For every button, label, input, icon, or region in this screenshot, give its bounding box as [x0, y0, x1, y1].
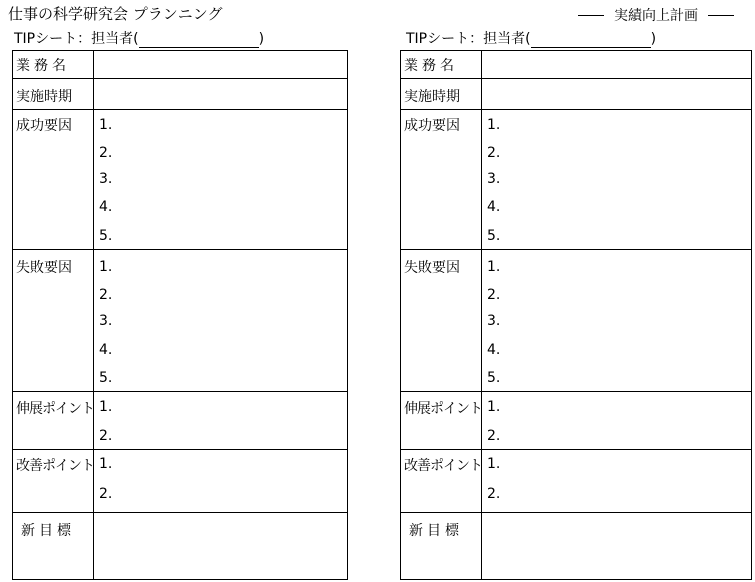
- list-item: 1.: [487, 399, 501, 415]
- list-item: 4.: [487, 199, 501, 215]
- row-divider: [401, 391, 751, 392]
- label-success-factors: 成功要因: [16, 118, 72, 134]
- row-divider: [13, 109, 347, 110]
- row-divider: [401, 249, 751, 250]
- list-item: 5.: [99, 228, 113, 244]
- list-item: 2.: [487, 486, 501, 502]
- dash-left: [578, 15, 604, 16]
- row-divider: [13, 449, 347, 450]
- label-failure-factors: 失敗要因: [404, 260, 460, 276]
- list-item: 3.: [487, 171, 501, 187]
- list-item: 1.: [99, 259, 113, 275]
- list-item: 2.: [99, 428, 113, 444]
- column-divider: [481, 51, 482, 579]
- label-new-goal: 新目標: [21, 523, 75, 539]
- page-subtitle: [578, 5, 734, 25]
- list-item: 2.: [487, 145, 501, 161]
- tip-close: ): [258, 31, 265, 47]
- list-item: 5.: [487, 370, 501, 386]
- row-divider: [13, 512, 347, 513]
- label-failure-factors: 失敗要因: [16, 260, 72, 276]
- dash-right: [708, 15, 734, 16]
- row-divider: [401, 449, 751, 450]
- label-period: 実施時期: [404, 89, 460, 105]
- list-item: 1.: [487, 456, 501, 472]
- list-item: 2.: [99, 145, 113, 161]
- label-business-name: 業務名: [404, 58, 458, 74]
- list-item: 5.: [99, 370, 113, 386]
- row-divider: [13, 249, 347, 250]
- row-divider: [401, 512, 751, 513]
- list-item: 2.: [99, 486, 113, 502]
- list-item: 2.: [99, 287, 113, 303]
- list-item: 3.: [99, 171, 113, 187]
- label-improvement-points: 改善ポイント: [404, 458, 482, 474]
- list-item: 1.: [99, 456, 113, 472]
- tip-header-right: [406, 28, 656, 48]
- list-item: 5.: [487, 228, 501, 244]
- row-divider: [13, 391, 347, 392]
- assignee-field[interactable]: [139, 32, 259, 48]
- tip-close: ): [650, 31, 657, 47]
- label-improvement-points: 改善ポイント: [16, 458, 94, 474]
- row-divider: [401, 78, 751, 79]
- column-divider: [93, 51, 94, 579]
- list-item: 1.: [487, 259, 501, 275]
- label-growth-points: 伸展ポイント: [16, 401, 94, 417]
- assignee-field[interactable]: [531, 32, 651, 48]
- list-item: 4.: [487, 342, 501, 358]
- list-item: 1.: [487, 117, 501, 133]
- label-business-name: 業務名: [16, 58, 70, 74]
- list-item: 2.: [487, 287, 501, 303]
- list-item: 1.: [99, 117, 113, 133]
- list-item: 3.: [487, 313, 501, 329]
- tip-header-left: [14, 28, 264, 48]
- list-item: 1.: [99, 399, 113, 415]
- subtitle-text: 実績向上計画: [614, 8, 698, 24]
- tip-label: TIPシート：担当者(: [406, 31, 531, 47]
- tip-sheet-right: [400, 50, 752, 580]
- label-period: 実施時期: [16, 89, 72, 105]
- tip-label: TIPシート：担当者(: [14, 31, 139, 47]
- label-new-goal: 新目標: [409, 523, 463, 539]
- list-item: 3.: [99, 313, 113, 329]
- list-item: 4.: [99, 342, 113, 358]
- list-item: 4.: [99, 199, 113, 215]
- list-item: 2.: [487, 428, 501, 444]
- row-divider: [401, 109, 751, 110]
- tip-sheet-left: [12, 50, 348, 580]
- label-success-factors: 成功要因: [404, 118, 460, 134]
- page-title: 仕事の科学研究会 プランニング: [8, 5, 223, 23]
- row-divider: [13, 78, 347, 79]
- label-growth-points: 伸展ポイント: [404, 401, 482, 417]
